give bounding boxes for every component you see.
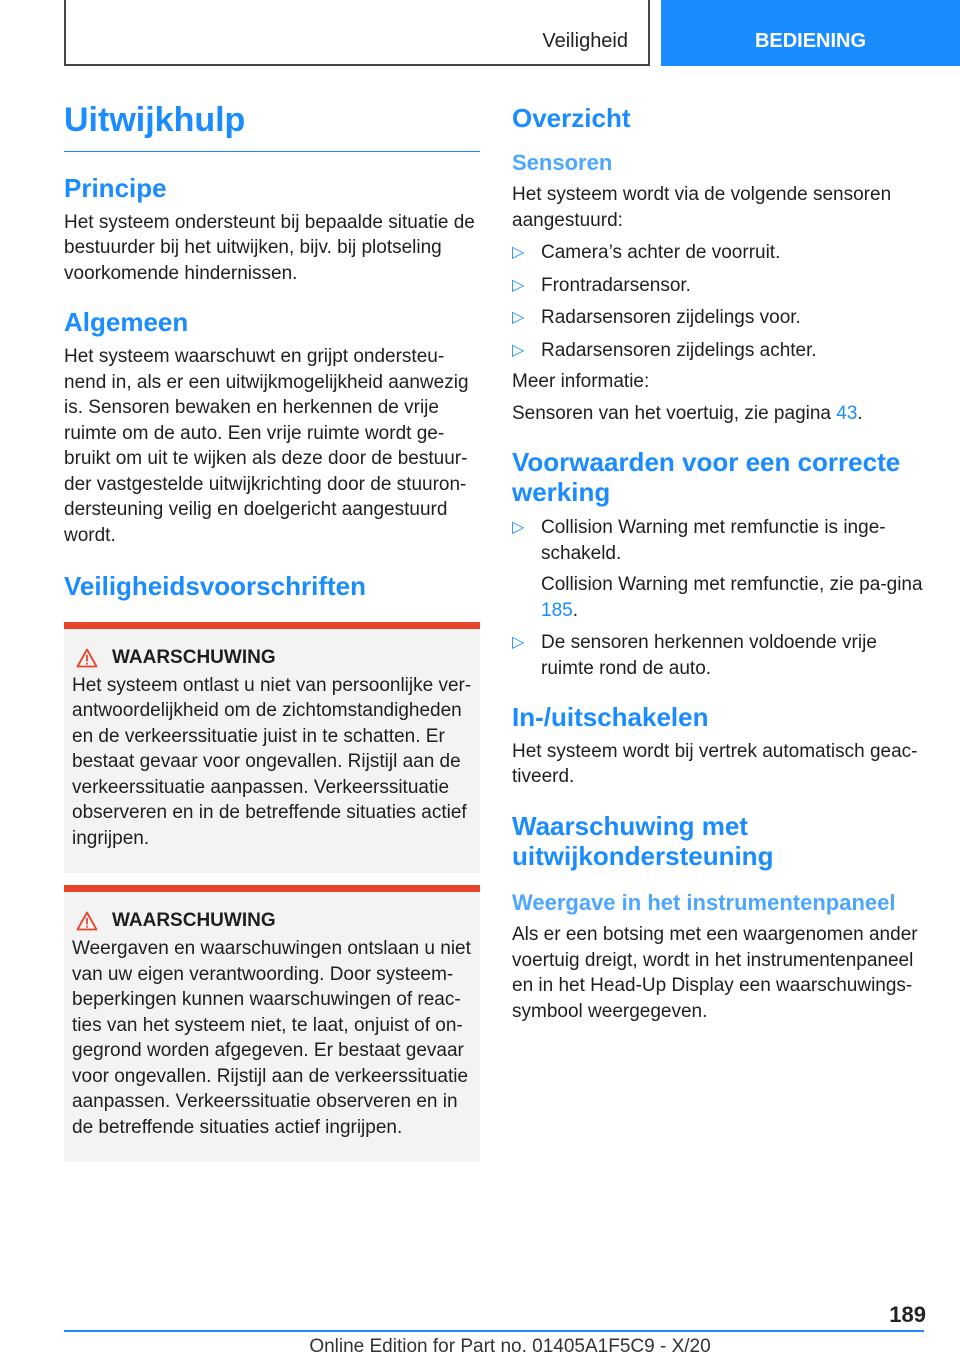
heading-inuit: In-/uitschakelen	[512, 702, 709, 733]
bullet-triangle-icon: ▷	[512, 309, 525, 327]
warning-label: WAARSCHUWING	[112, 646, 276, 668]
bullet-triangle-icon: ▷	[512, 341, 525, 359]
heading-waarschuwing: Waarschuwing met uitwijkondersteuning	[512, 810, 774, 871]
page-link-185[interactable]: 185	[541, 599, 573, 621]
footer-divider	[64, 1330, 924, 1332]
list-item: ▷ De sensoren herkennen voldoende vrije ruimte rond de auto.	[512, 632, 877, 679]
heading-safety: Veiligheidsvoorschriften	[64, 571, 366, 602]
list-item: ▷ Camera’s achter de voorruit.	[512, 240, 924, 266]
inuit-text: Het systeem wordt bij vertrek automatisch geac-tiveerd.	[512, 740, 918, 788]
more-info-label: Meer informatie:	[512, 371, 650, 393]
heading-voorwaarden: Voorwaarden voor een correcte werking	[512, 447, 901, 508]
bullet-triangle-icon: ▷	[512, 276, 525, 294]
sensoren-intro: Het systeem wordt via de volgende sensoren aangestuurd:	[512, 184, 892, 231]
bullet-triangle-icon: ▷	[512, 244, 525, 262]
warning-box	[64, 622, 480, 874]
bullet-triangle-icon: ▷	[512, 519, 525, 537]
header-box	[64, 0, 650, 66]
list-item: ▷ Radarsensoren zijdelings voor.	[512, 305, 924, 331]
heading-weergave: Weergave in het instrumentenpaneel	[512, 889, 896, 915]
warning-box	[64, 885, 480, 1162]
warning-triangle-icon	[76, 911, 98, 931]
warning-title	[72, 647, 472, 669]
heading-sensoren: Sensoren	[512, 149, 613, 175]
warning-triangle-icon	[76, 648, 98, 668]
left-column	[64, 100, 480, 1162]
page-title: Uitwijkhulp	[64, 100, 480, 152]
sensoren-reference: Sensoren van het voertuig, zie pagina 43.	[512, 402, 863, 424]
principe-text: Het systeem ondersteunt bij bepaalde situatie de bestuurder bij het uitwijken, bijv. bij plotseling voorkomende hindernissen.	[64, 211, 475, 284]
heading-overzicht: Overzicht	[512, 103, 631, 133]
right-column	[512, 100, 924, 1024]
list-item: ▷ Collision Warning met remfunctie is inge-schakeld. Collision Warning met remfunctie, zie pa-gina 185.	[512, 515, 924, 623]
warning-text: Het systeem ontlast u niet van persoonlijke ver-antwoordelijkheid om de zichtomstandigheden en de verkeerssituatie juist in te schatten. Er bestaat gevaar voor ongevallen. Rijstijl aan de verkeerssituatie aanpassen. Verkeerssituatie observeren en in de betreffende situaties actief ingrijpen.	[72, 674, 472, 849]
weergave-text: Als er een botsing met een waargenomen ander voertuig dreigt, wordt in het instrumentenpaneel en in het Head-Up Display een waarschuwings-symbool weergegeven.	[512, 924, 918, 1022]
bullet-triangle-icon: ▷	[512, 634, 525, 652]
section-title: Veiligheid	[542, 30, 628, 52]
warning-label: WAARSCHUWING	[112, 910, 276, 932]
algemeen-text: Het systeem waarschuwt en grijpt ondersteu-nend in, als er een uitwijkmogelijkheid aanwezig is. Sensoren bewaken en herkennen de vrije ruimte om de auto. Een vrije ruimte wordt ge-bruikt om uit te wijken als deze door de bestuur-der vastgestelde uitwijkrichting door de stuuron-dersteuning veilig en doelgericht aangestuurd wordt.	[64, 346, 469, 546]
heading-principe: Principe	[64, 172, 167, 203]
voorwaarden-reference: Collision Warning met remfunctie, zie pa-gina 185.	[541, 574, 923, 621]
edition-text: Online Edition for Part no. 01405A1F5C9 - X/20	[309, 1336, 711, 1357]
heading-algemeen: Algemeen	[64, 307, 189, 338]
list-item: ▷ Frontradarsensor.	[512, 273, 924, 299]
page-link-43[interactable]: 43	[836, 402, 858, 424]
chapter-tab: BEDIENING	[661, 0, 960, 66]
warning-text: Weergaven en waarschuwingen ontslaan u niet van uw eigen verantwoording. Door systeem-beperkingen kunnen waarschuwingen of reac-ties van het systeem niet, te laat, onjuist of on-gegrond worden afgegeven. Er bestaat gevaar voor ongevallen. Rijstijl aan de verkeerssituatie aanpassen. Verkeerssituatie observeren en in de betreffende situaties actief ingrijpen.	[72, 938, 471, 1138]
list-item: ▷ Radarsensoren zijdelings achter.	[512, 338, 924, 364]
warning-title	[72, 910, 472, 932]
page-number: 189	[889, 1302, 926, 1327]
